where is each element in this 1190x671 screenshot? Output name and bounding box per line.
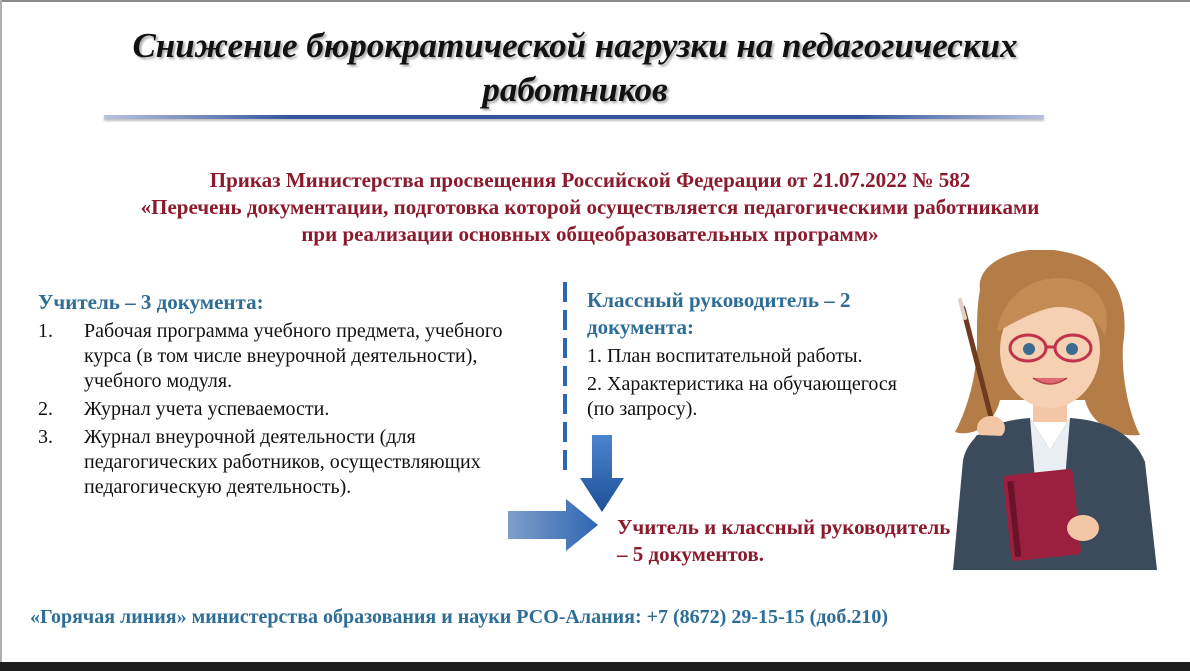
title-underline <box>104 115 1044 119</box>
list-text: Рабочая программа учебного предмета, учебного курса (в том числе внеурочной деятельности), учебного модуля. <box>84 320 503 392</box>
list-number: 1. <box>587 345 602 367</box>
list-number: 2. <box>587 373 602 395</box>
class-teacher-heading: Классный руководитель – 2 документа: <box>587 288 851 339</box>
teacher-doc-list <box>38 319 518 500</box>
slide-left-edge <box>0 0 2 662</box>
list-item <box>38 425 518 500</box>
list-number: 1. <box>38 320 53 342</box>
order-reference <box>40 167 1140 248</box>
list-text: Характеристика на обучающегося (по запросу). <box>587 373 898 420</box>
result-total: Учитель и классный руководитель – 5 документов. <box>617 515 951 566</box>
list-text: Журнал внеурочной деятельности (для педагогических работников, осуществляющих педагогическую деятельность). <box>84 426 481 498</box>
slide-bottom-edge <box>0 662 1190 671</box>
dashed-connector <box>563 282 567 470</box>
teacher-illustration <box>925 250 1187 570</box>
list-text: Журнал учета успеваемости. <box>84 398 330 420</box>
order-line-3: при реализации основных общеобразовательных программ» <box>301 222 879 246</box>
order-line-2: «Перечень документации, подготовка которой осуществляется педагогическими работниками <box>140 195 1040 219</box>
teacher-heading: Учитель – 3 документа: <box>38 290 264 314</box>
list-text: План воспитательной работы. <box>607 345 863 367</box>
order-line-1: Приказ Министерства просвещения Российской Федерации от 21.07.2022 № 582 <box>209 168 971 192</box>
teacher-documents <box>38 289 518 503</box>
slide-title: Снижение бюрократической нагрузки на педагогических работников <box>132 26 1018 109</box>
list-item <box>38 397 518 422</box>
arrow-down-icon <box>580 435 624 512</box>
slide-top-edge <box>0 0 1190 2</box>
list-number: 2. <box>38 398 53 420</box>
list-number: 3. <box>38 426 53 448</box>
hotline-contact: «Горячая линия» министерства образования и науки РСО-Алания: +7 (8672) 29-15-15 (доб.210) <box>30 606 889 628</box>
list-item <box>38 319 518 394</box>
arrow-right-icon <box>508 499 598 551</box>
